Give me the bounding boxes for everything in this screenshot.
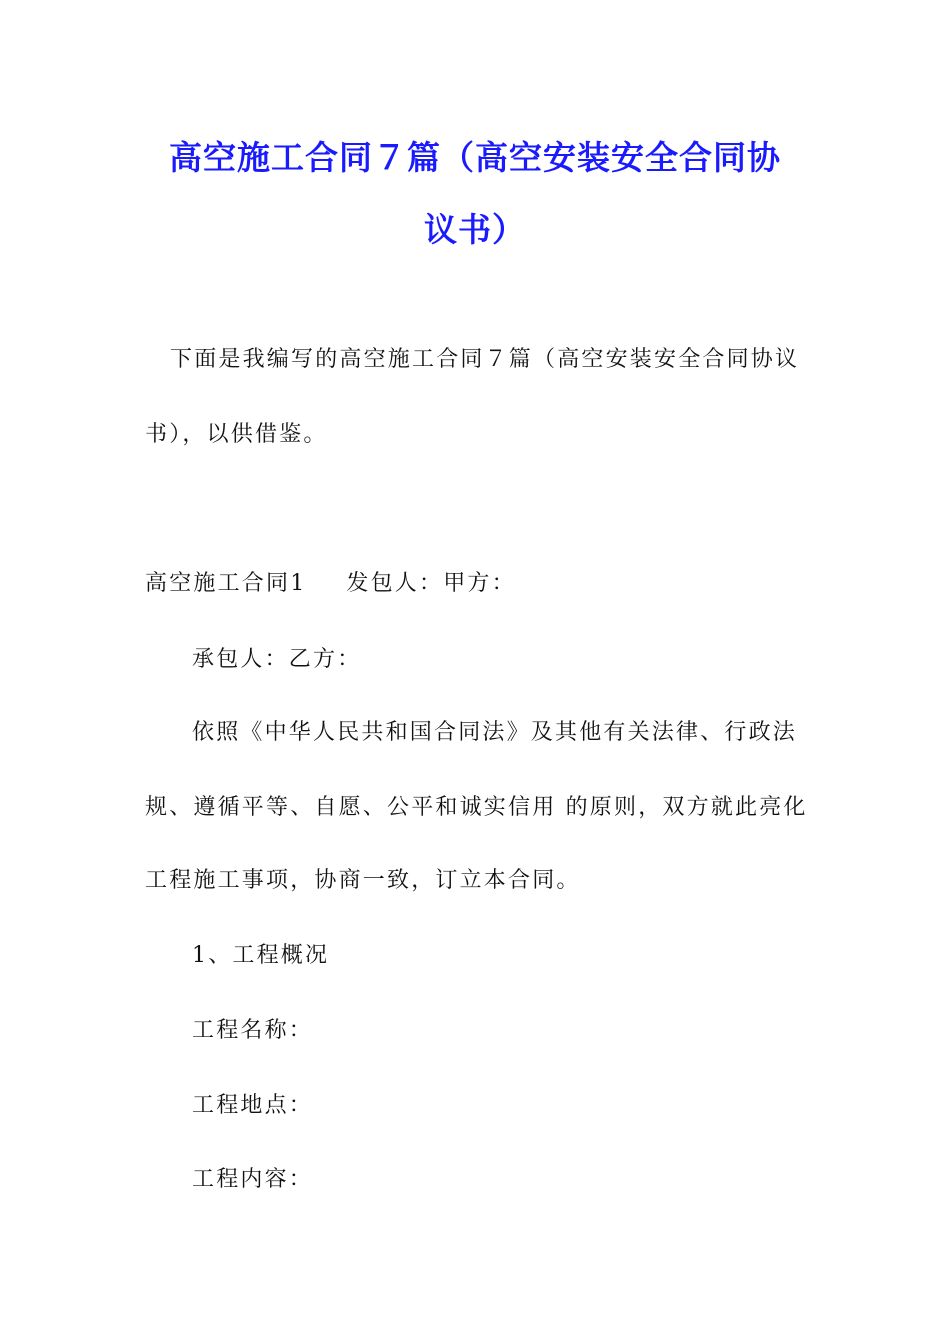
party-b-label: 承包人：乙方： [192, 647, 362, 672]
basis-line-2: 规、遵循平等、自愿、公平和诚实信用 的原则，双方就此亮化 [145, 795, 808, 820]
project-name-label: 工程名称： [192, 1018, 314, 1043]
title-line-2: 议书） [424, 210, 526, 249]
project-location-label: 工程地点： [192, 1093, 314, 1118]
intro-line-1: 下面是我编写的高空施工合同７篇（高空安装安全合同协议 [170, 347, 800, 372]
contract-heading-line [145, 569, 516, 599]
project-content-label: 工程内容： [192, 1167, 314, 1192]
document-title [120, 122, 830, 266]
basis-line-3: 工程施工事项，协商一致，订立本合同。 [145, 868, 581, 893]
party-a-label: 发包人：甲方： [346, 571, 516, 596]
title-line-1: 高空施工合同７篇（高空安装安全合同协 [169, 138, 781, 177]
section-1-heading: 1、工程概况 [192, 943, 330, 968]
contract-heading: 高空施工合同1 [145, 571, 307, 596]
basis-line-1: 依照《中华人民共和国合同法》及其他有关法律、行政法 [192, 720, 798, 745]
intro-line-2: 书），以供借鉴。 [145, 422, 328, 447]
